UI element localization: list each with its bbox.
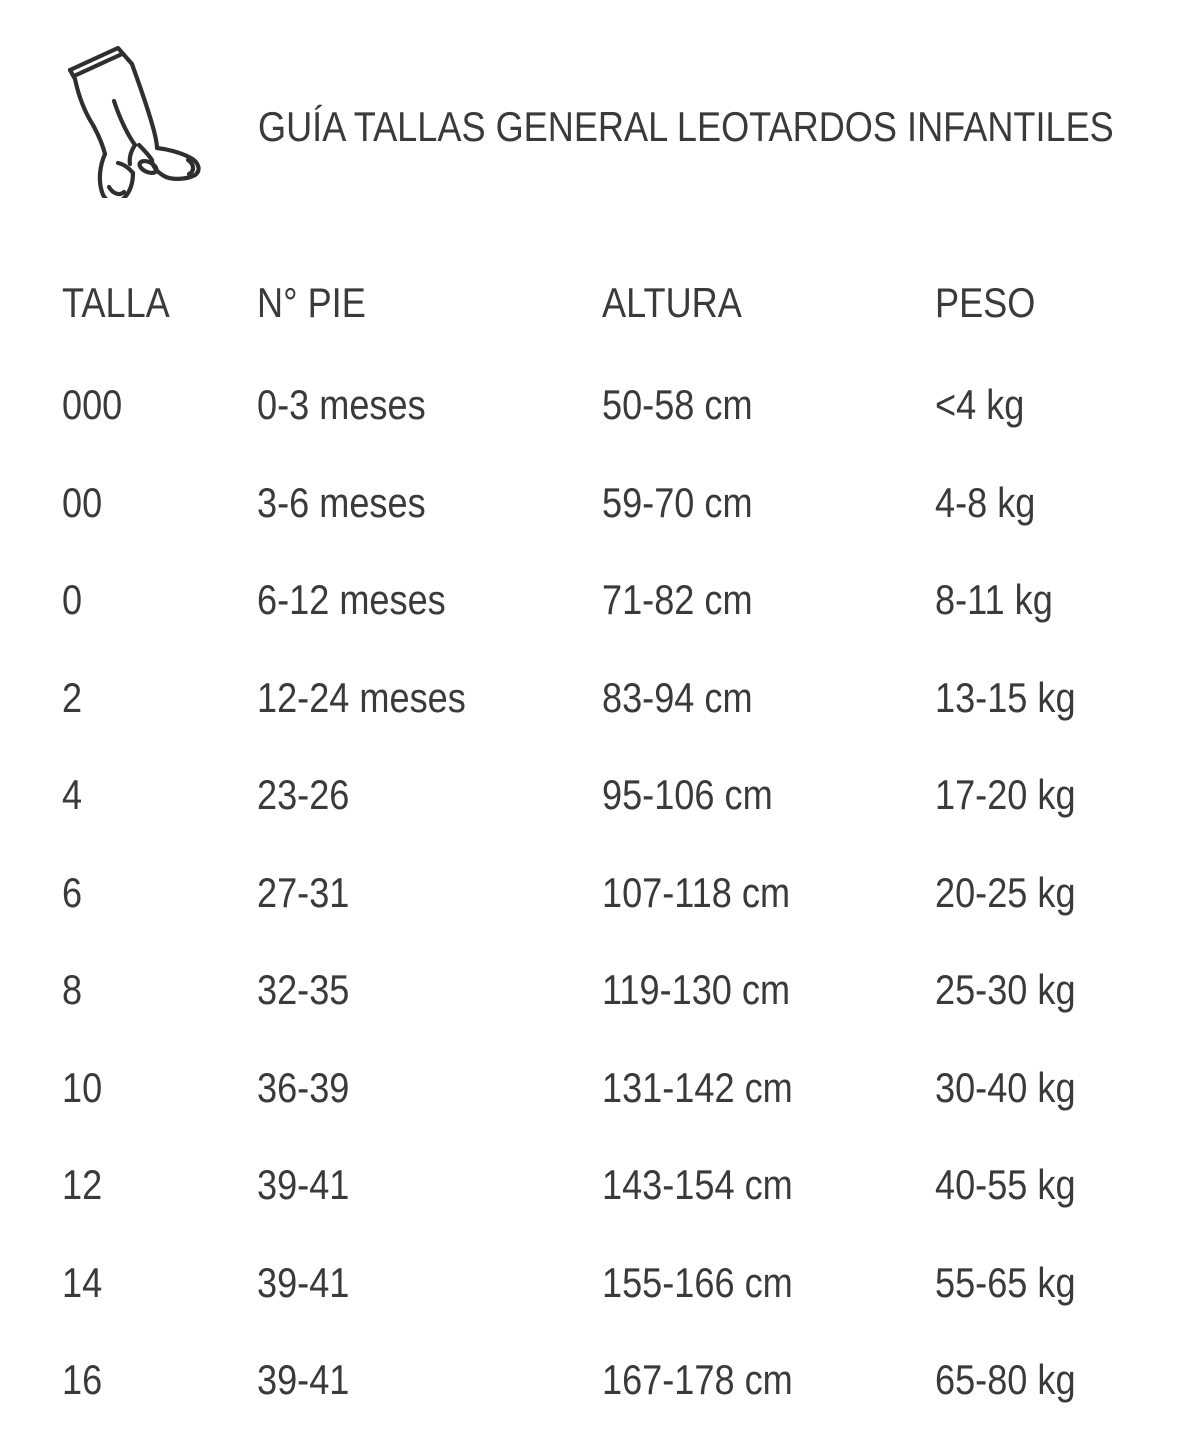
table-row [62,454,1170,552]
tights-icon [62,46,202,198]
table-cell: 000 [62,381,257,429]
table-cell: 0 [62,576,257,624]
table-cell: 14 [62,1259,257,1307]
table-cell: 4 [62,771,257,819]
table-row [62,357,1170,455]
table-cell: 23-26 [257,771,602,819]
table-cell: 107-118 cm [602,869,935,917]
table-cell: 59-70 cm [602,479,935,527]
page-title-text: GUÍA TALLAS GENERAL LEOTARDOS INFANTILES [258,103,1114,151]
table-cell: 39-41 [257,1356,602,1404]
table-row [62,552,1170,650]
table-cell: 10 [62,1064,257,1112]
table-row [62,844,1170,942]
table-cell: 119-130 cm [602,966,935,1014]
table-header-row [62,254,1170,352]
table-cell: 39-41 [257,1161,602,1209]
table-cell: 13-15 kg [935,674,1170,722]
table-row [62,1137,1170,1235]
table-cell: 143-154 cm [602,1161,935,1209]
table-cell: 39-41 [257,1259,602,1307]
page-title [258,103,1200,151]
table-cell: 2 [62,674,257,722]
table-cell: 55-65 kg [935,1259,1170,1307]
table-cell: 83-94 cm [602,674,935,722]
table-row [62,942,1170,1040]
table-body [62,357,1170,1429]
size-table [62,254,1170,1429]
table-cell: 6 [62,869,257,917]
table-cell: 0-3 meses [257,381,602,429]
table-cell: 16 [62,1356,257,1404]
table-cell: 17-20 kg [935,771,1170,819]
table-cell: 8-11 kg [935,576,1170,624]
table-cell: 95-106 cm [602,771,935,819]
column-header-pie: N° PIE [257,279,602,327]
column-header-talla: TALLA [62,279,257,327]
table-cell: <4 kg [935,381,1170,429]
table-cell: 50-58 cm [602,381,935,429]
table-cell: 20-25 kg [935,869,1170,917]
table-row [62,1332,1170,1429]
table-cell: 6-12 meses [257,576,602,624]
table-cell: 27-31 [257,869,602,917]
table-cell: 65-80 kg [935,1356,1170,1404]
table-cell: 155-166 cm [602,1259,935,1307]
table-cell: 36-39 [257,1064,602,1112]
table-cell: 12 [62,1161,257,1209]
table-cell: 30-40 kg [935,1064,1170,1112]
table-cell: 167-178 cm [602,1356,935,1404]
table-cell: 131-142 cm [602,1064,935,1112]
table-cell: 8 [62,966,257,1014]
column-header-altura: ALTURA [602,279,935,327]
table-row [62,649,1170,747]
column-header-peso: PESO [935,279,1170,327]
table-cell: 25-30 kg [935,966,1170,1014]
table-cell: 3-6 meses [257,479,602,527]
table-cell: 4-8 kg [935,479,1170,527]
table-row [62,747,1170,845]
table-cell: 32-35 [257,966,602,1014]
table-cell: 00 [62,479,257,527]
table-cell: 40-55 kg [935,1161,1170,1209]
table-cell: 12-24 meses [257,674,602,722]
table-row [62,1234,1170,1332]
table-cell: 71-82 cm [602,576,935,624]
table-row [62,1039,1170,1137]
